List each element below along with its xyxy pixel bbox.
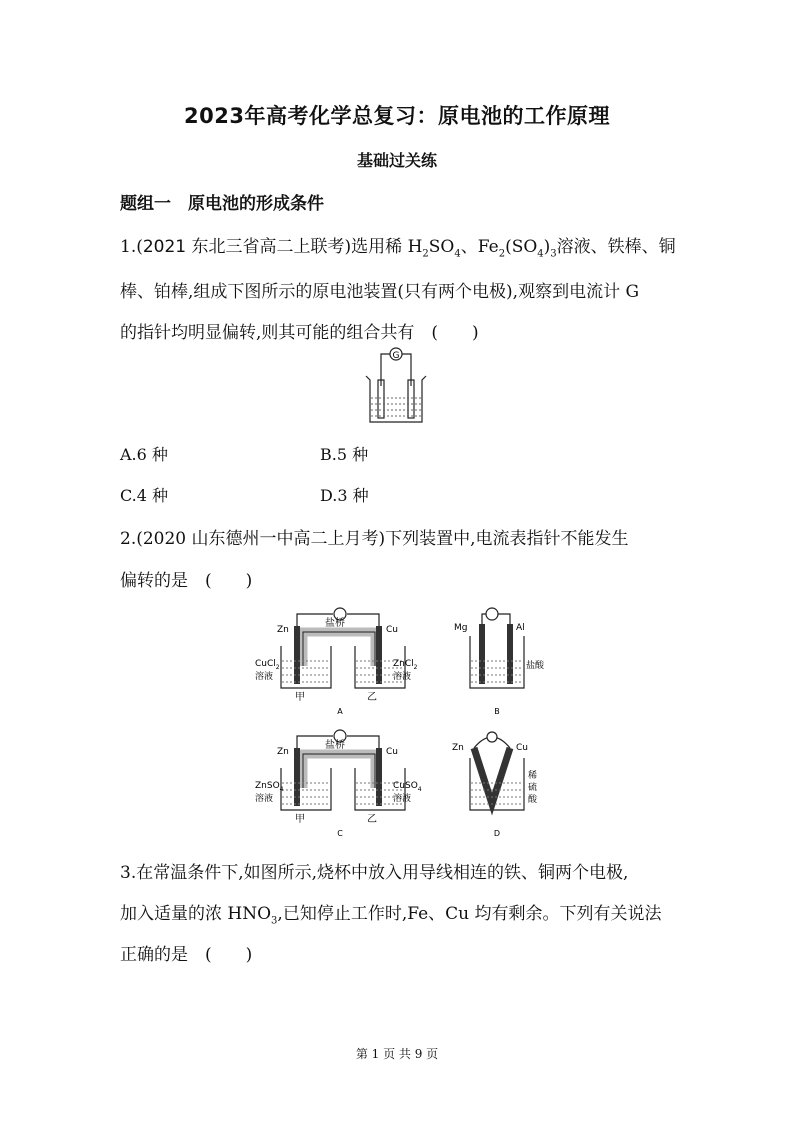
q1-cell-figure <box>356 346 436 428</box>
galvanometer-label: G <box>392 351 400 361</box>
q2-figure-b <box>452 606 552 716</box>
q3-line-1: 3.在常温条件下,如图所示,烧杯中放入用导线相连的铁、铜两个电极, <box>120 863 629 883</box>
svg-text:CuCl2: CuCl$_2$ <box>255 659 280 671</box>
svg-text:ZnCl2: ZnCl$_2$ <box>393 659 418 671</box>
svg-text:Al: Al <box>516 623 525 633</box>
q3-line-2: 加入适量的浓 $HNO_3$,已知停止工作时,Fe、Cu 均有剩余。下列有关说法 <box>120 904 662 927</box>
q2-figure-c <box>255 728 425 838</box>
q1-line-2: 棒、铂棒,组成下图所示的原电池装置(只有两个电极),观察到电流计 G <box>120 282 640 302</box>
q3-line-3: 正确的是 ( ) <box>120 945 253 965</box>
q2-line-2: 偏转的是 ( ) <box>120 571 253 591</box>
section-heading: 题组一 原电池的形成条件 <box>120 194 324 214</box>
svg-text:酸: 酸 <box>528 795 538 805</box>
svg-text:Zn: Zn <box>452 743 464 753</box>
q1-line-3: 的指针均明显偏转,则其可能的组合共有 ( ) <box>120 323 479 343</box>
svg-text:稀: 稀 <box>528 771 538 781</box>
q1-line-1: 1.(2021 东北三省高二上联考)选用稀 $H_2SO_4$、$Fe_2(SO_4)_3$溶液、铁棒、铜 <box>120 237 676 260</box>
svg-text:甲: 甲 <box>295 814 305 825</box>
svg-text:甲: 甲 <box>295 692 305 703</box>
q1-option-a[interactable]: A.6 种 <box>120 445 168 464</box>
svg-text:硫: 硫 <box>528 783 538 793</box>
svg-text:盐桥: 盐桥 <box>325 740 345 751</box>
page-footer: 第 1 页 共 9 页 <box>355 1047 439 1061</box>
svg-text:D: D <box>493 829 501 838</box>
page-title: 2023年高考化学总复习：原电池的工作原理 <box>184 104 610 128</box>
svg-text:ZnSO4: ZnSO$_4$ <box>255 781 284 793</box>
svg-text:Cu: Cu <box>516 743 528 753</box>
svg-text:Mg: Mg <box>454 623 468 633</box>
q1-option-b[interactable]: B.5 种 <box>320 445 369 464</box>
svg-text:乙: 乙 <box>367 692 377 703</box>
svg-text:盐桥: 盐桥 <box>325 618 345 629</box>
svg-text:B: B <box>494 707 500 716</box>
svg-text:Cu: Cu <box>386 625 398 635</box>
svg-text:溶液: 溶液 <box>255 794 274 804</box>
svg-text:溶液: 溶液 <box>393 672 412 682</box>
svg-text:溶液: 溶液 <box>255 672 274 682</box>
v-electrode <box>474 748 510 804</box>
q2-line-1: 2.(2020 山东德州一中高二上月考)下列装置中,电流表指针不能发生 <box>120 529 629 549</box>
svg-text:盐酸: 盐酸 <box>526 661 545 671</box>
q1-option-d[interactable]: D.3 种 <box>320 486 369 505</box>
svg-text:Zn: Zn <box>277 625 289 635</box>
svg-text:CuSO4: CuSO$_4$ <box>393 781 422 793</box>
q2-figure-a <box>255 606 425 716</box>
svg-text:溶液: 溶液 <box>393 794 412 804</box>
svg-text:Cu: Cu <box>386 747 398 757</box>
svg-text:Zn: Zn <box>277 747 289 757</box>
q1-option-c[interactable]: C.4 种 <box>120 486 169 505</box>
svg-text:C: C <box>337 829 343 838</box>
q2-figure-d <box>452 728 552 838</box>
svg-text:A: A <box>337 707 343 716</box>
svg-text:乙: 乙 <box>367 814 377 825</box>
page-subtitle: 基础过关练 <box>356 151 437 170</box>
